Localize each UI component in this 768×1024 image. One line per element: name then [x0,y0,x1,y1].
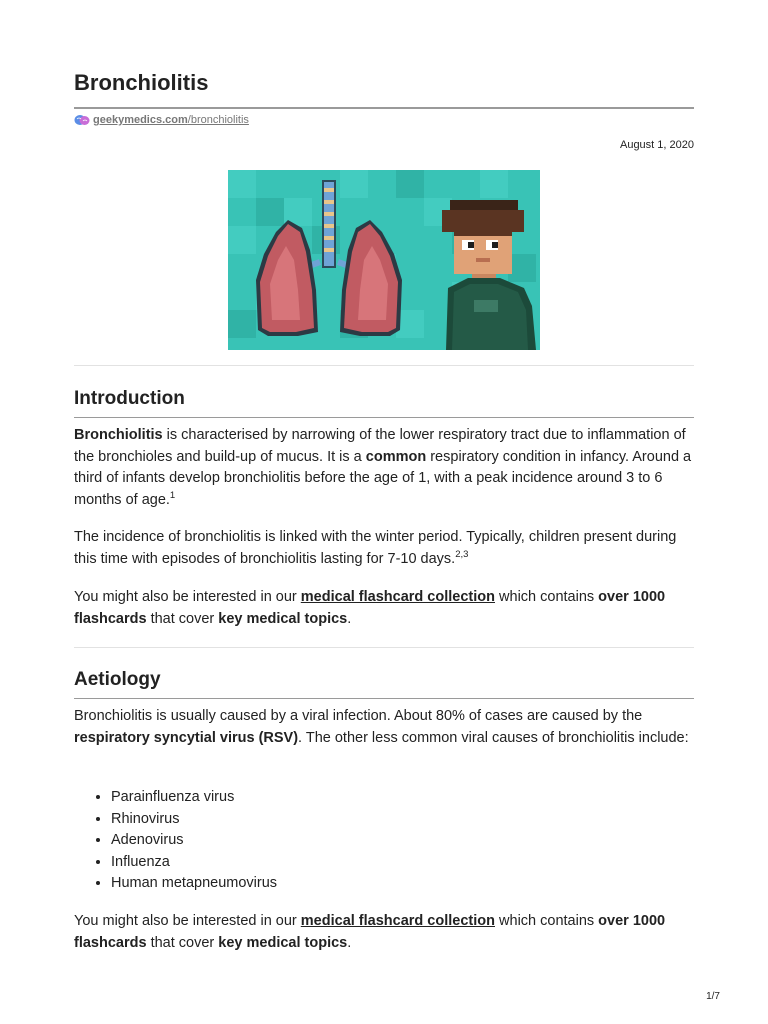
heading-rule [74,698,694,699]
causes-list [74,787,277,895]
source-link-row [74,114,249,126]
section-heading-introduction: Introduction [74,388,185,409]
publish-date: August 1, 2020 [619,139,694,151]
intro-paragraph-1: Bronchiolitis is characterised by narrowing of the lower respiratory tract due to inflammation of the bronchioles and build-up of mucus. It is a common respiratory condition in infancy. Around a third of infants develop bronchiolitis before the age of 1, with a peak incidence around 3 to 6 months of age.$^1$ [74,427,692,508]
flashcard-collection-link[interactable]: medical flashcard collection [300,913,495,929]
list-item: • Rhinovirus [111,809,277,831]
page-title: Bronchiolitis [74,70,209,95]
page-number: 1/7 [706,991,720,1002]
flashcard-collection-link[interactable]: medical flashcard collection [300,589,495,605]
flashcard-promo: You might also be interested in our medical flashcard collection which contains over 1000 flashcards that cover key medical topics. [74,589,666,627]
citation-ref[interactable]: 1 [169,489,176,501]
title-divider [74,107,694,109]
intro-paragraph-2: The incidence of bronchiolitis is linked with the winter period. Typically, children present during this time with episodes of bronchiolitis lasting for 7-10 days.$^{2,3}$ [74,529,677,567]
brain-icon [74,114,90,126]
source-link[interactable]: geekymedics.com/bronchiolitis [93,114,249,126]
citation-ref[interactable]: 2,3 [455,548,469,560]
section-heading-aetiology: Aetiology [74,669,161,690]
hero-image [228,170,540,350]
list-item: • Adenovirus [111,830,277,852]
section-divider [74,365,694,366]
aetiology-paragraph-1: Bronchiolitis is usually caused by a viral infection. About 80% of cases are caused by the respiratory syncytial virus (RSV). The other less common viral causes of bronchiolitis include: [74,708,689,746]
section-divider [74,647,694,648]
heading-rule [74,417,694,418]
list-item: • Parainfluenza virus [111,787,277,809]
list-item: • Influenza [111,852,277,874]
list-item: • Human metapneumovirus [111,873,277,895]
flashcard-promo: You might also be interested in our medical flashcard collection which contains over 1000 flashcards that cover key medical topics. [74,913,666,951]
